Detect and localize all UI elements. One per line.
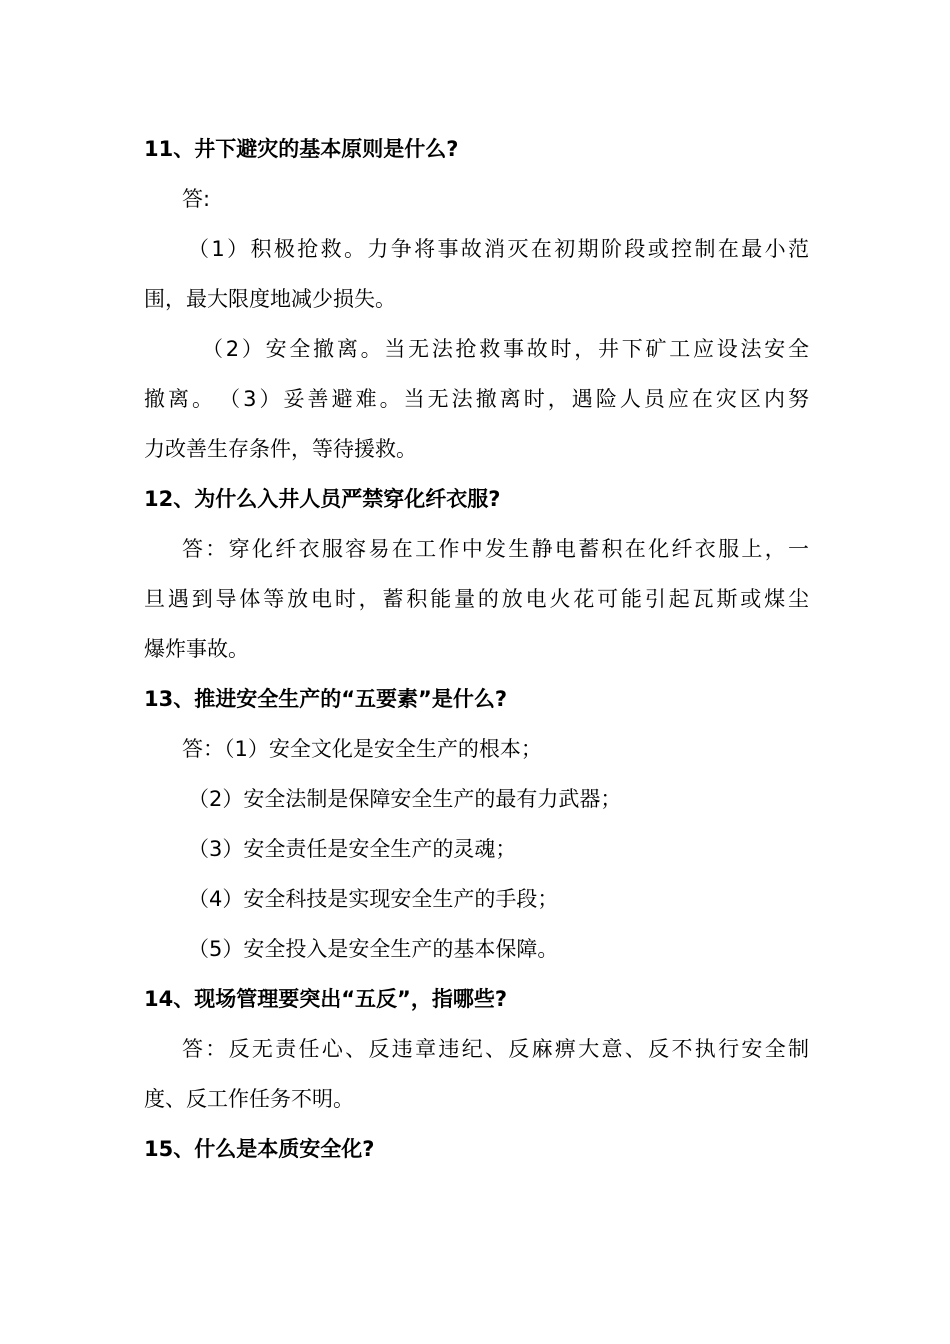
question-12-answer-line-3: 爆炸事故。 bbox=[144, 637, 249, 661]
question-11-title: 11、井下避灾的基本原则是什么? bbox=[144, 137, 459, 161]
question-11-answer-line-3: （2）安全撤离。当无法抢救事故时，井下矿工应设法安全 bbox=[202, 337, 809, 361]
question-15-title: 15、什么是本质安全化? bbox=[144, 1137, 375, 1161]
question-13-answer-line-2: （2）安全法制是保障安全生产的最有力武器； bbox=[188, 787, 622, 811]
question-13-answer-line-3: （3）安全责任是安全生产的灵魂； bbox=[188, 837, 517, 861]
question-12-title: 12、为什么入井人员严禁穿化纤衣服? bbox=[144, 487, 501, 511]
question-14-title: 14、现场管理要突出“五反”，指哪些? bbox=[144, 987, 508, 1011]
question-14-answer-line-2: 度、反工作任务不明。 bbox=[144, 1087, 354, 1111]
question-12-answer-line-2: 旦遇到导体等放电时，蓄积能量的放电火花可能引起瓦斯或煤尘 bbox=[144, 587, 809, 611]
question-11-answer-line-2: 围，最大限度地减少损失。 bbox=[144, 287, 396, 311]
question-13-title: 13、推进安全生产的“五要素”是什么? bbox=[144, 687, 508, 711]
question-13-answer-line-4: （4）安全科技是实现安全生产的手段； bbox=[188, 887, 559, 911]
question-11-answer-line-4: 撤离。 （3）妥善避难。当无法撤离时，遇险人员应在灾区内努 bbox=[144, 387, 809, 411]
question-13-answer-line-5: （5）安全投入是安全生产的基本保障。 bbox=[188, 937, 559, 961]
question-14-answer-line-1: 答：反无责任心、反违章违纪、反麻痹大意、反不执行安全制 bbox=[182, 1037, 809, 1061]
question-11-answer-label: 答: bbox=[182, 187, 211, 211]
question-11-answer-line-1: （1）积极抢救。力争将事故消灭在初期阶段或控制在最小范 bbox=[188, 237, 809, 261]
question-12-answer-line-1: 答：穿化纤衣服容易在工作中发生静电蓄积在化纤衣服上，一 bbox=[182, 537, 809, 561]
question-13-answer-line-1: 答：（1）安全文化是安全生产的根本； bbox=[182, 737, 542, 761]
question-11-answer-line-5: 力改善生存条件，等待援救。 bbox=[144, 437, 417, 461]
